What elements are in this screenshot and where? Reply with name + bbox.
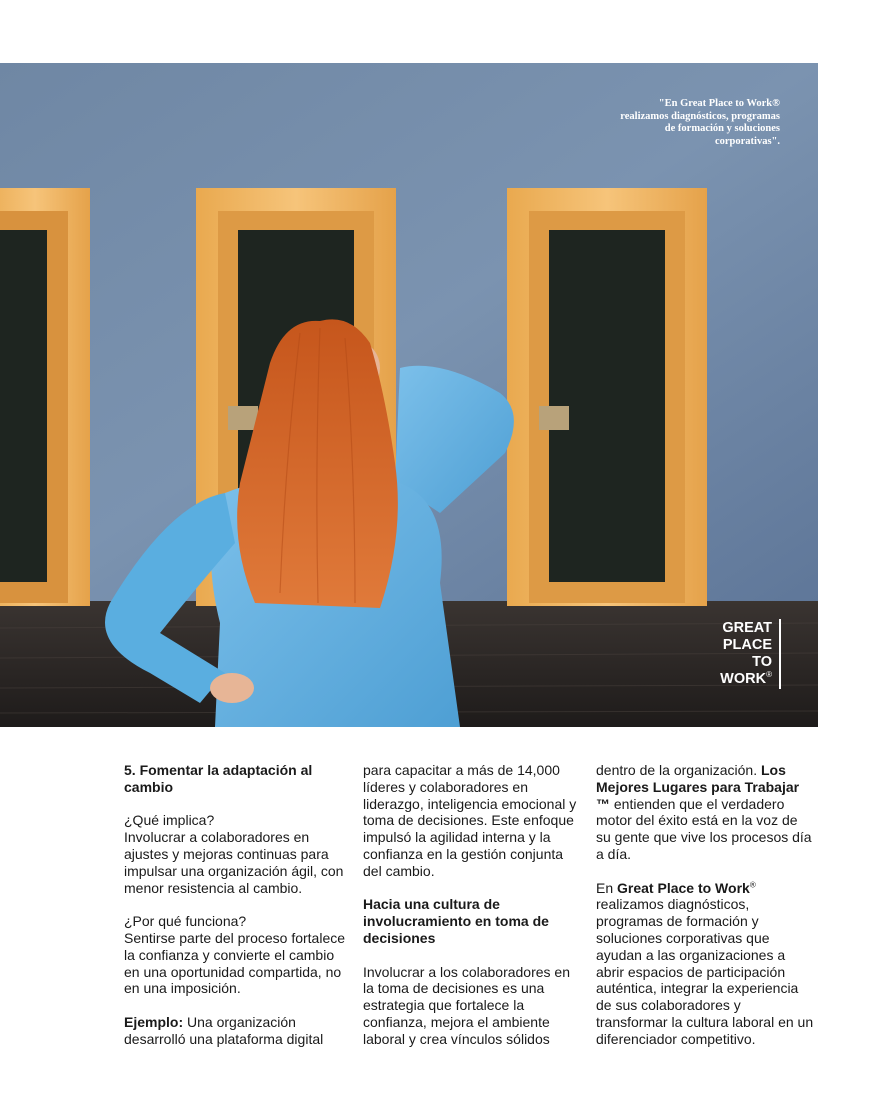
logo-line-work: WORK® — [720, 670, 772, 687]
column-2 — [363, 762, 583, 1064]
paragraph-gptw: En Great Place to Work® realizamos diagnósticos, programas de formación y soluciones corporativas que ayudan a las organizaciones a abrir espacios de participación auténtica, integrar la experiencia de sus colaboradores y transformar la cultura laboral en un diferenciador competitivo. — [596, 879, 814, 1047]
logo-line-place: PLACE — [722, 637, 772, 653]
paragraph-why: ¿Por qué funciona? Sentirse parte del proceso fortalece la confianza y convierte el cambio en una oportunidad compartida, no en una imposición. — [124, 913, 346, 997]
logo-line-great: GREAT — [722, 620, 772, 636]
column-1 — [124, 762, 352, 1064]
gptw-logo — [714, 620, 772, 688]
paragraph-what: ¿Qué implica? Involucrar a colaboradores en ajustes y mejoras continuas para impulsar una organización ágil, con menor resistencia al cambio. — [124, 812, 344, 896]
paragraph-training: para capacitar a más de 14,000 líderes y colaboradores en liderazgo, inteligencia emocional y toma de decisiones. Este enfoque impulsó la agilidad interna y la confianza en la gestión conjunta del cambio. — [363, 762, 577, 879]
logo-divider — [779, 619, 781, 689]
doors-illustration — [0, 63, 818, 727]
paragraph-involve: Involucrar a los colaboradores en la toma de decisiones es una estrategia que fortalece la confianza, mejora el ambiente laboral y crea vínculos sólidos — [363, 963, 571, 1047]
hero-photo — [0, 63, 818, 727]
paragraph-example: Ejemplo: Una organización desarrolló una plataforma digital — [124, 1013, 324, 1047]
pull-quote: "En Great Place to Work® realizamos diagnósticos, programas de formación y soluciones corporativas". — [620, 98, 780, 147]
section-heading: 5. Fomentar la adaptación al cambio — [124, 762, 313, 795]
subheading: Hacia una cultura de involucramiento en toma de decisiones — [363, 896, 549, 946]
column-3 — [596, 762, 816, 1064]
door-left — [0, 188, 90, 606]
paragraph-best-places: dentro de la organización. Los Mejores Lugares para Trabajar ™ entienden que el verdadero motor del éxito está en la voz de su gente que vive los procesos día a día. — [596, 762, 812, 862]
door-right — [507, 188, 707, 606]
logo-line-to: TO — [752, 654, 772, 670]
